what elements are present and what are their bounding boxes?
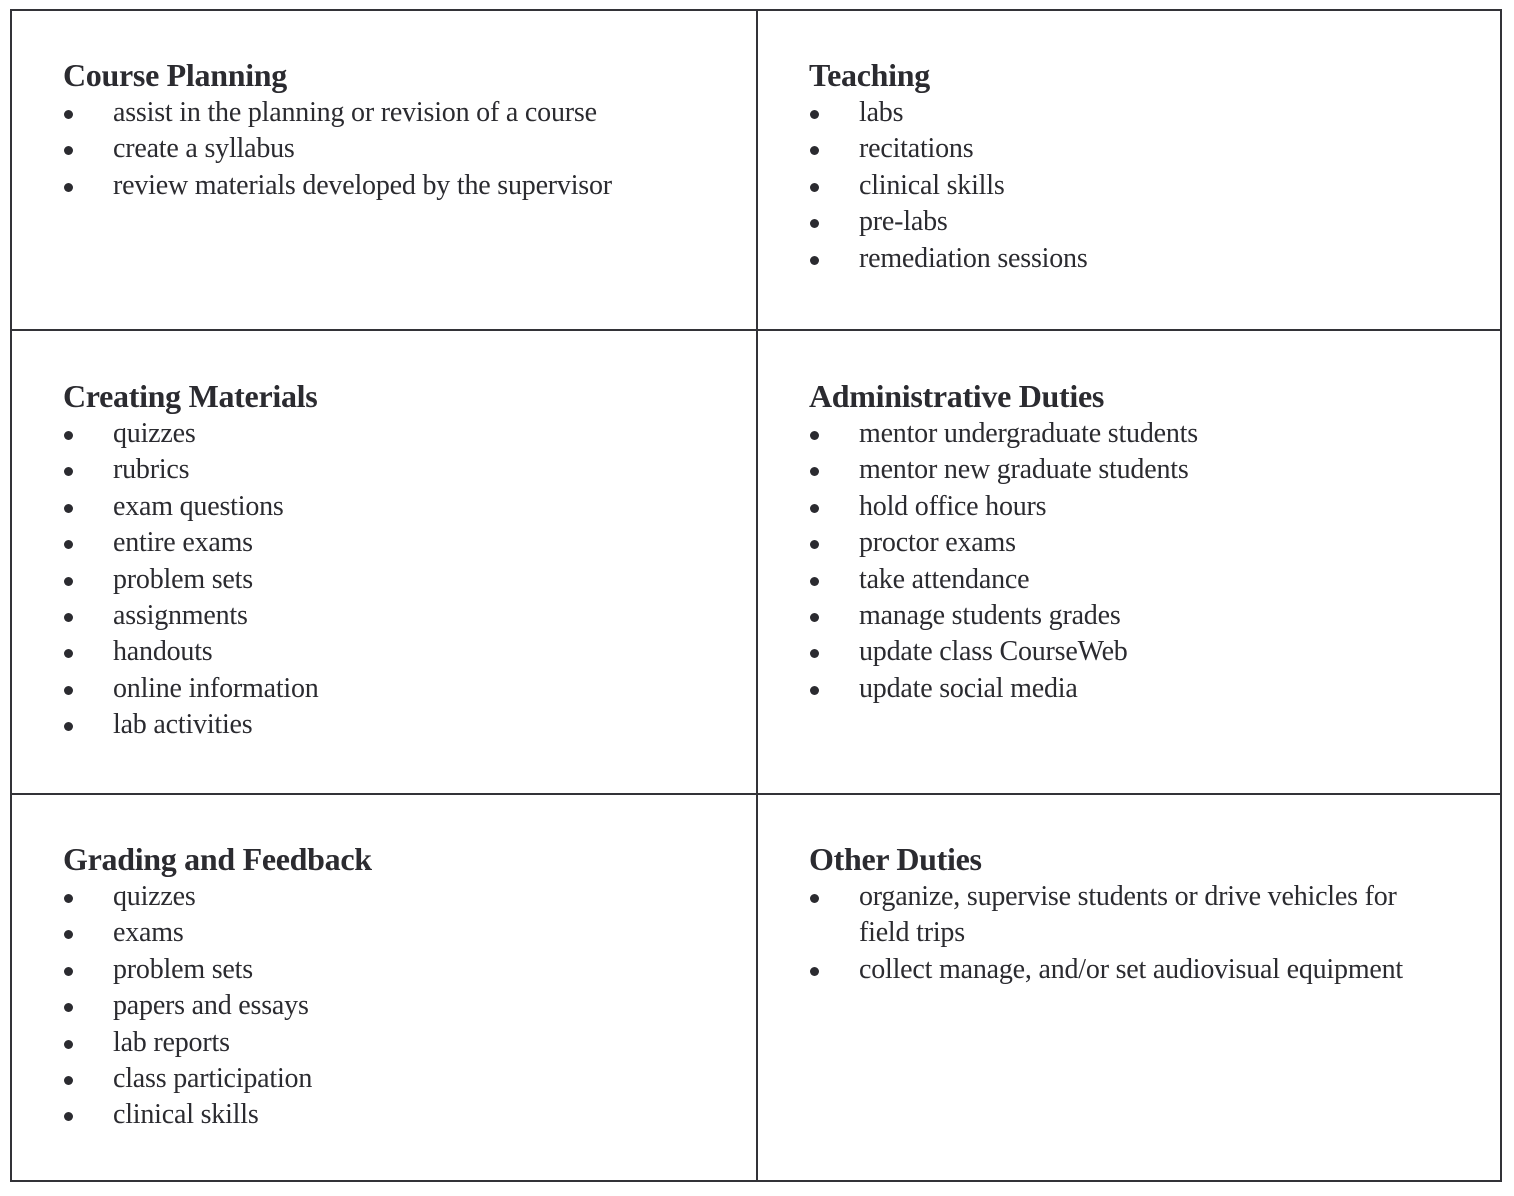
list-item-text: exam questions (113, 490, 284, 522)
list-item-text: remediation sessions (859, 242, 1088, 274)
list-item-text: online information (113, 672, 319, 704)
list-item-text: update class CourseWeb (859, 636, 1128, 668)
list-item-text: rubrics (113, 454, 190, 486)
list-item (63, 879, 736, 915)
list-item (809, 634, 1482, 670)
list-item-text: entire exams (113, 527, 253, 559)
bullet-list (63, 95, 736, 204)
list-item-text: problem sets (113, 563, 253, 595)
list-item (809, 671, 1482, 707)
list-item-text: recitations (859, 133, 974, 165)
list-item (63, 671, 736, 707)
list-item-text: assist in the planning or revision of a course (113, 97, 597, 128)
cell-other-duties (758, 795, 1502, 1182)
list-item (809, 168, 1482, 204)
duties-table (10, 9, 1502, 1182)
cell-course-planning (12, 11, 756, 329)
cell-creating-materials (12, 331, 756, 793)
list-item-text: pre-labs (859, 206, 948, 238)
list-item (809, 95, 1482, 131)
list-item-text: quizzes (113, 881, 196, 912)
cell-administrative-duties (758, 331, 1502, 793)
bullet-list (809, 95, 1482, 277)
list-item (809, 241, 1482, 277)
cell-title: Other Duties (809, 841, 982, 877)
list-item-text: clinical skills (113, 1099, 259, 1131)
bullet-list (63, 879, 736, 1134)
list-item (809, 131, 1482, 167)
list-item (63, 952, 736, 988)
list-item (63, 1061, 736, 1097)
bullet-list (63, 416, 736, 744)
list-item-text: take attendance (859, 563, 1030, 595)
list-item-text: organize, supervise students or drive vehicles for field trips (859, 881, 1397, 949)
list-item (63, 525, 736, 561)
list-item (809, 489, 1482, 525)
bullet-list (809, 879, 1442, 988)
list-item-text: mentor undergraduate students (859, 418, 1198, 449)
list-item (63, 489, 736, 525)
list-item-text: papers and essays (113, 990, 309, 1022)
cell-title: Grading and Feedback (63, 841, 372, 877)
cell-title: Creating Materials (63, 378, 318, 414)
cell-grading-and-feedback (12, 795, 756, 1182)
list-item-text: class participation (113, 1063, 313, 1095)
list-item (809, 416, 1482, 452)
list-item-text: handouts (113, 636, 213, 668)
list-item-text: create a syllabus (113, 133, 295, 165)
cell-title: Course Planning (63, 57, 287, 93)
list-item (809, 952, 1442, 988)
list-item (809, 204, 1482, 240)
list-item-text: labs (859, 97, 904, 128)
list-item-text: collect manage, and/or set audiovisual equipment (859, 953, 1404, 985)
list-item (63, 988, 736, 1024)
list-item (63, 452, 736, 488)
list-item-text: hold office hours (859, 490, 1047, 522)
list-item (809, 525, 1482, 561)
cell-title: Administrative Duties (809, 378, 1105, 414)
list-item (809, 598, 1482, 634)
list-item (63, 598, 736, 634)
list-item-text: problem sets (113, 953, 253, 985)
list-item-text: assignments (113, 600, 248, 632)
list-item (809, 452, 1482, 488)
list-item (63, 915, 736, 951)
list-item-text: review materials developed by the supervisor (113, 169, 612, 201)
list-item-text: proctor exams (859, 527, 1016, 559)
list-item (63, 131, 736, 167)
list-item (63, 168, 736, 204)
cell-title: Teaching (809, 57, 930, 93)
list-item-text: manage students grades (859, 600, 1121, 632)
list-item (63, 1097, 736, 1133)
list-item-text: exams (113, 917, 184, 949)
list-item-text: mentor new graduate students (859, 454, 1189, 486)
list-item-text: clinical skills (859, 169, 1005, 201)
list-item (63, 634, 736, 670)
list-item-text: lab activities (113, 709, 253, 741)
list-item-text: quizzes (113, 418, 196, 449)
list-item (63, 95, 736, 131)
list-item (63, 707, 736, 743)
list-item (63, 1025, 736, 1061)
list-item-text: update social media (859, 672, 1078, 704)
list-item (809, 879, 1442, 952)
list-item-text: lab reports (113, 1026, 230, 1058)
bullet-list (809, 416, 1482, 707)
cell-teaching (758, 11, 1502, 329)
list-item (809, 562, 1482, 598)
list-item (63, 416, 736, 452)
list-item (63, 562, 736, 598)
